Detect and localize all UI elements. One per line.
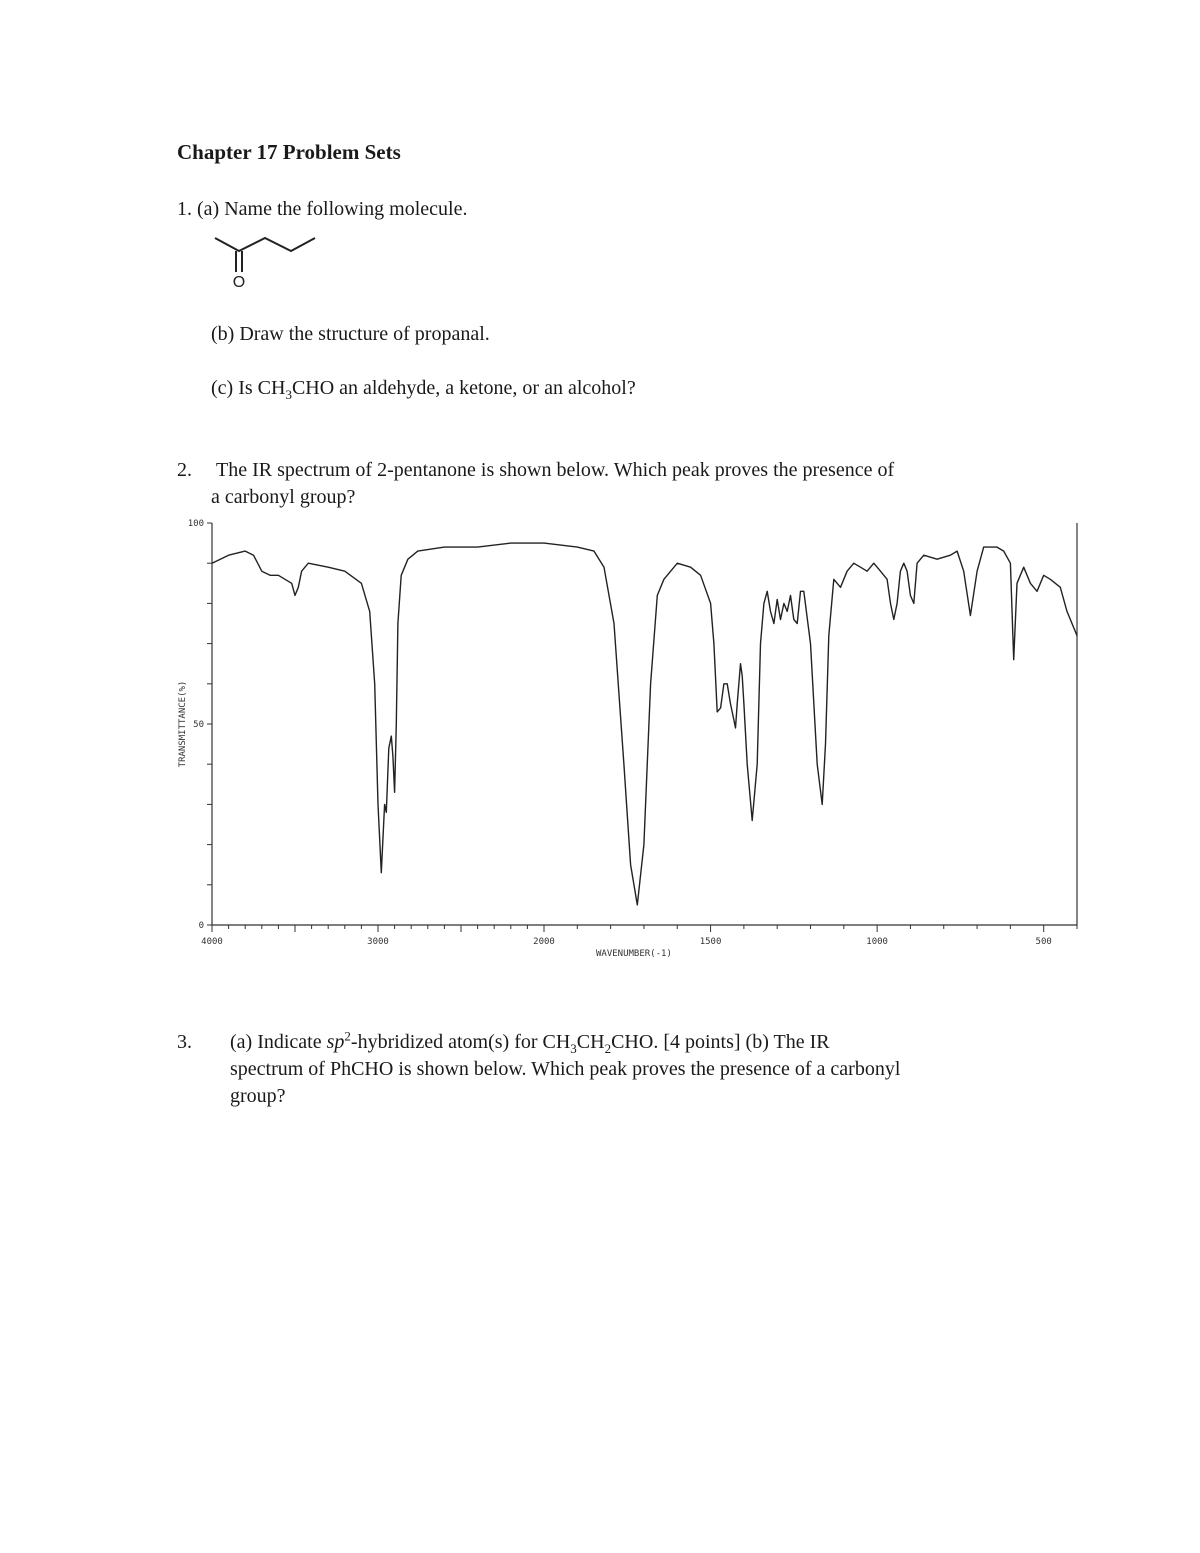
question-1c: (c) Is $CH_3CHO$ an aldehyde, a ketone, or an alcohol? [211,377,636,402]
x-tick-label: 1000 [866,937,888,947]
2-pentanone-structure [205,228,325,292]
question-2-line2: a carbonyl group? [211,486,356,508]
question-3-line3: group? [230,1085,286,1107]
y-tick-label: 50 [193,720,204,730]
x-tick-label: 1500 [699,937,722,947]
x-tick-label: 3000 [367,937,389,947]
x-tick-label: 2000 [533,937,555,947]
question-1a: 1. (a) Name the following molecule. [177,198,468,220]
page-title: Chapter 17 Problem Sets [177,140,401,164]
oxygen-label: O [232,274,246,291]
y-axis-label: TRANSMITTANCE(%) [178,680,188,768]
spectrum-line [212,543,1077,905]
y-tick-label: 100 [187,519,204,529]
question-3-line2: spectrum of PhCHO is shown below. Which peak proves the presence of a carbonyl [230,1058,901,1080]
question-2-line1: The IR spectrum of 2-pentanone is shown below. Which peak proves the presence of [216,459,895,481]
x-tick-label: 500 [1035,937,1052,947]
x-tick-label: 4000 [201,937,223,947]
y-tick-label: 0 [198,921,204,931]
x-axis-label: WAVENUMBER(-1) [596,949,672,959]
question-1b: (b) Draw the structure of propanal. [211,323,490,345]
question-3-number: 3. [177,1031,192,1053]
question-2-number: 2. [177,459,192,481]
question-3-line1: (a) Indicate $sp^2$-hybridized atom(s) for $CH_3CH_2CHO$. [4 points] (b) The IR [230,1028,830,1056]
ir-spectrum-chart [150,515,1090,965]
